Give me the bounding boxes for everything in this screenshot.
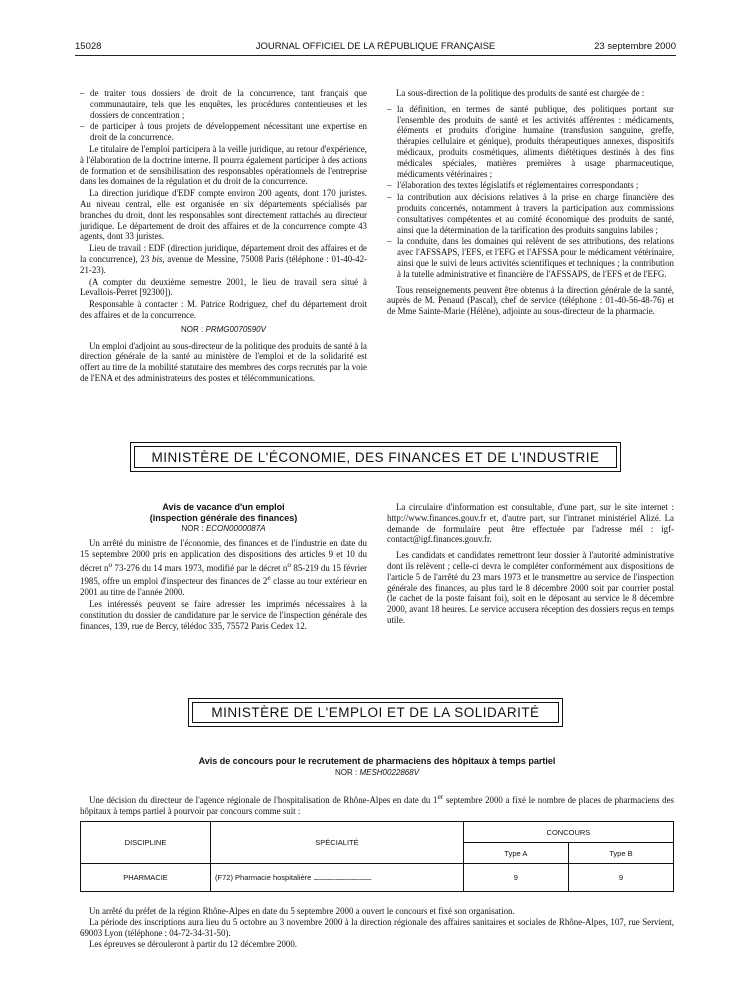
- right-dash-1: – la définition, en termes de santé publique, des politiques portant sur l'ensemble des produits de santé et les activités afférentes : médicaments, éléments et produits d'origine humaine (transfusion sanguine, greffe, thérapies cellulaire et génique), produits thérapeutiques annexes, dispositifs médicaux, produits cosmétiques, aliments diététiques destinés à des fins médicales spéciales, matières premières à usage pharmaceutique, médicaments vétérinaires ;: [387, 104, 674, 180]
- avis-concours-paragraph-3: Les épreuves se dérouleront à partir du 12 décembre 2000.: [89, 939, 297, 949]
- nor-reference-3: NOR : MESH0022868V: [334, 768, 420, 777]
- header-type-b: Type B: [568, 843, 673, 864]
- cell-type-a: 9: [463, 864, 568, 892]
- header-specialite: SPÉCIALITÉ: [211, 822, 464, 864]
- right-dash-3: – la contribution aux décisions relatives à la prise en charge financière des produits concernés, notamment à travers la participation aux commissions consultatives compétentes et au comité économique des produits de santé, ainsi que la détermination de la tarification des produits sanguins labiles ;: [387, 192, 674, 235]
- avis-vacance-paragraph-3: La circulaire d'information est consultable, d'une part, sur le site internet : http://www.finances.gouv.fr et, d'autre part, sur l'intranet ministériel Alizé. La demande de formulaire peut être effectuée par l'adresse mél : igf-contact@igf.finances.gouv.fr.: [387, 502, 674, 545]
- avis-vacance-title-1: Avis de vacance d'un emploi: [162, 502, 285, 512]
- left-paragraph-3: Lieu de travail : EDF (direction juridique, département droit des affaires et de la concurrence), 23 bis, avenue de Messine, 75008 Paris (téléphone : 01-40-42-21-23).: [80, 243, 368, 275]
- avis-vacance-paragraph-4: Les candidats et candidates remettront leur dossier à l'autorité administrative dont ils relèvent ; celle-ci devra le compléter conformément aux dispositions de l'article 5 de l'arrêté du 23 mars 1973 et le transmettre au service de l'inspection générale des finances, au plus tard le 8 décembre 2000 soit par courrier postal (le cachet de la poste faisant foi), soit en le déposant au service le 8 décembre 2000, avant 18 heures. Le service accusera réception des dossiers reçus en temps utile.: [387, 550, 674, 625]
- left-paragraph-4: (A compter du deuxième semestre 2001, le lieu de travail sera situé à Levallois-Perret [92300]).: [80, 276, 367, 298]
- avis-concours-intro: Une décision du directeur de l'agence régionale de l'hospitalisation de Rhône-Alpes en date du 1er septembre 2000 a fixé le nombre de places de pharmaciens des hôpitaux à temps partiel à pourvoir par concours comme suit :: [80, 792, 674, 816]
- ministry-economy-title: MINISTÈRE DE L'ÉCONOMIE, DES FINANCES ET DE L'INDUSTRIE: [151, 449, 600, 465]
- ministry-employment-banner: [188, 698, 563, 727]
- avis-vacance-title-2: (inspection générale des finances): [149, 513, 298, 523]
- right-paragraph-1: La sous-direction de la politique des produits de santé est chargée de :: [396, 88, 645, 98]
- cell-discipline: PHARMACIE: [81, 864, 211, 892]
- avis-concours-paragraph-2: La période des inscriptions aura lieu du 5 octobre au 3 novembre 2000 à la direction régionale des affaires sanitaires et sociales de Rhône-Alpes, 107, rue Servient, 69003 Lyon (téléphone : 04-72-34-31-50).: [80, 917, 674, 938]
- concours-table: [80, 821, 674, 892]
- avis-vacance-section: [80, 502, 367, 632]
- publication-date: 23 septembre 2000: [594, 41, 676, 52]
- right-dash-4: – la conduite, dans les domaines qui relèvent de ses attributions, des relations avec l'AFSSAPS, l'EFS, et l'EFG et l'AFSSA pour le médicament vétérinaire, ainsi que le suivi de leurs activités scientifiques et techniques ; la contribution à la tutelle administrative et financière de l'AFSSAPS, de l'EFS et de l'EFG.: [387, 236, 674, 279]
- nor-reference-1: NOR : PRMG0070590V: [181, 324, 266, 334]
- header-discipline: DISCIPLINE: [81, 822, 211, 864]
- avis-concours-title: Avis de concours pour le recrutement de pharmaciens des hôpitaux à temps partiel: [198, 756, 556, 766]
- header-concours: CONCOURS: [463, 822, 673, 843]
- cell-specialite: (F72) Pharmacie hospitalière .....................................................: [211, 864, 464, 892]
- left-dash-1: – de traiter tous dossiers de droit de la concurrence, tant français que communautaire, tels que les enquêtes, les procédures contentieuses et les dossiers de concentration ;: [80, 88, 367, 120]
- journal-title: JOURNAL OFFICIEL DE LA RÉPUBLIQUE FRANÇAISE: [255, 41, 496, 52]
- right-paragraph-2: Tous renseignements peuvent être obtenus à la direction générale de la santé, auprès de M. Penaud (Pascal), chef de service (téléphone : 01-40-56-48-76) et de Mme Sainte-Marie (Hélène), adjointe au sous-directeur de la pharmacie.: [387, 284, 674, 317]
- ministry-economy-banner: [130, 442, 621, 472]
- left-paragraph-2: La direction juridique d'EDF compte environ 200 agents, dont 170 juristes. Au niveau central, elle est organisée en six départements spécialisés par branches du droit, dont les responsables sont directement rattachés au directeur juridique. Le département de droit des affaires et de la concurrence compte 43 agents, dont 33 juristes.: [80, 188, 367, 242]
- ministry-employment-title: MINISTÈRE DE L'EMPLOI ET DE LA SOLIDARITÉ: [211, 705, 540, 720]
- left-column: [80, 88, 367, 385]
- avis-vacance-paragraph-1: Un arrêté du ministre de l'économie, des finances et de l'industrie en date du 15 septembre 2000 pris en application des dispositions des articles 9 et 10 du décret $n^o$ 73-276 du 14 mars 1973, modifié par le décret $n^o$ 85-219 du 15 février 1985, offre un emploi d'inspecteur des finances de 2e classe au tour extérieur en 2001 au titre de l'année 2000.: [80, 538, 367, 598]
- right-dash-2: – l'élaboration des textes législatifs et réglementaires correspondants ;: [387, 180, 674, 191]
- avis-concours-body: [80, 906, 674, 950]
- left-dash-2: – de participer à tous projets de développement nécessitant une expertise en droit de la concurrence.: [80, 121, 367, 143]
- header-rule: [75, 55, 676, 56]
- avis-vacance-paragraph-2: Les intéressés peuvent se faire adresser les imprimés nécessaires à la constitution du dossier de candidature par le service de l'inspection générale des finances, 139, rue de Bercy, télédoc 335, 75572 Paris Cedex 12.: [80, 598, 367, 631]
- nor-reference-2: NOR : ECON0000087A: [181, 524, 266, 533]
- header-type-a: Type A: [463, 843, 568, 864]
- left-paragraph-6: Un emploi d'adjoint au sous-directeur de la politique des produits de santé à la direction générale de la santé au ministère de l'emploi et de la solidarité est offert au titre de la mobilité statutaire des membres des corps recrutés par la voie de l'ENA et des administrateurs des postes et télécommunications.: [80, 340, 367, 383]
- page-number: 15028: [75, 41, 102, 52]
- avis-concours-paragraph-1: Un arrêté du préfet de la région Rhône-Alpes en date du 5 septembre 2000 a ouvert le concours et fixé son organisation.: [89, 906, 515, 916]
- table-row: [81, 864, 674, 892]
- left-paragraph-5: Responsable à contacter : M. Patrice Rodriguez, chef du département droit des affaires et de la concurrence.: [80, 299, 367, 320]
- right-column: [387, 88, 674, 318]
- cell-type-b: 9: [568, 864, 673, 892]
- left-paragraph-1: Le titulaire de l'emploi participera à la veille juridique, au retour d'expérience, à l'élaboration de la doctrine interne. Il pourra également participer à des actions de formation et de sensibilisation des responsables opérationnels de l'entreprise dans les domaines de la régulation et du droit de la concurrence.: [80, 143, 367, 187]
- avis-vacance-right: [387, 502, 674, 627]
